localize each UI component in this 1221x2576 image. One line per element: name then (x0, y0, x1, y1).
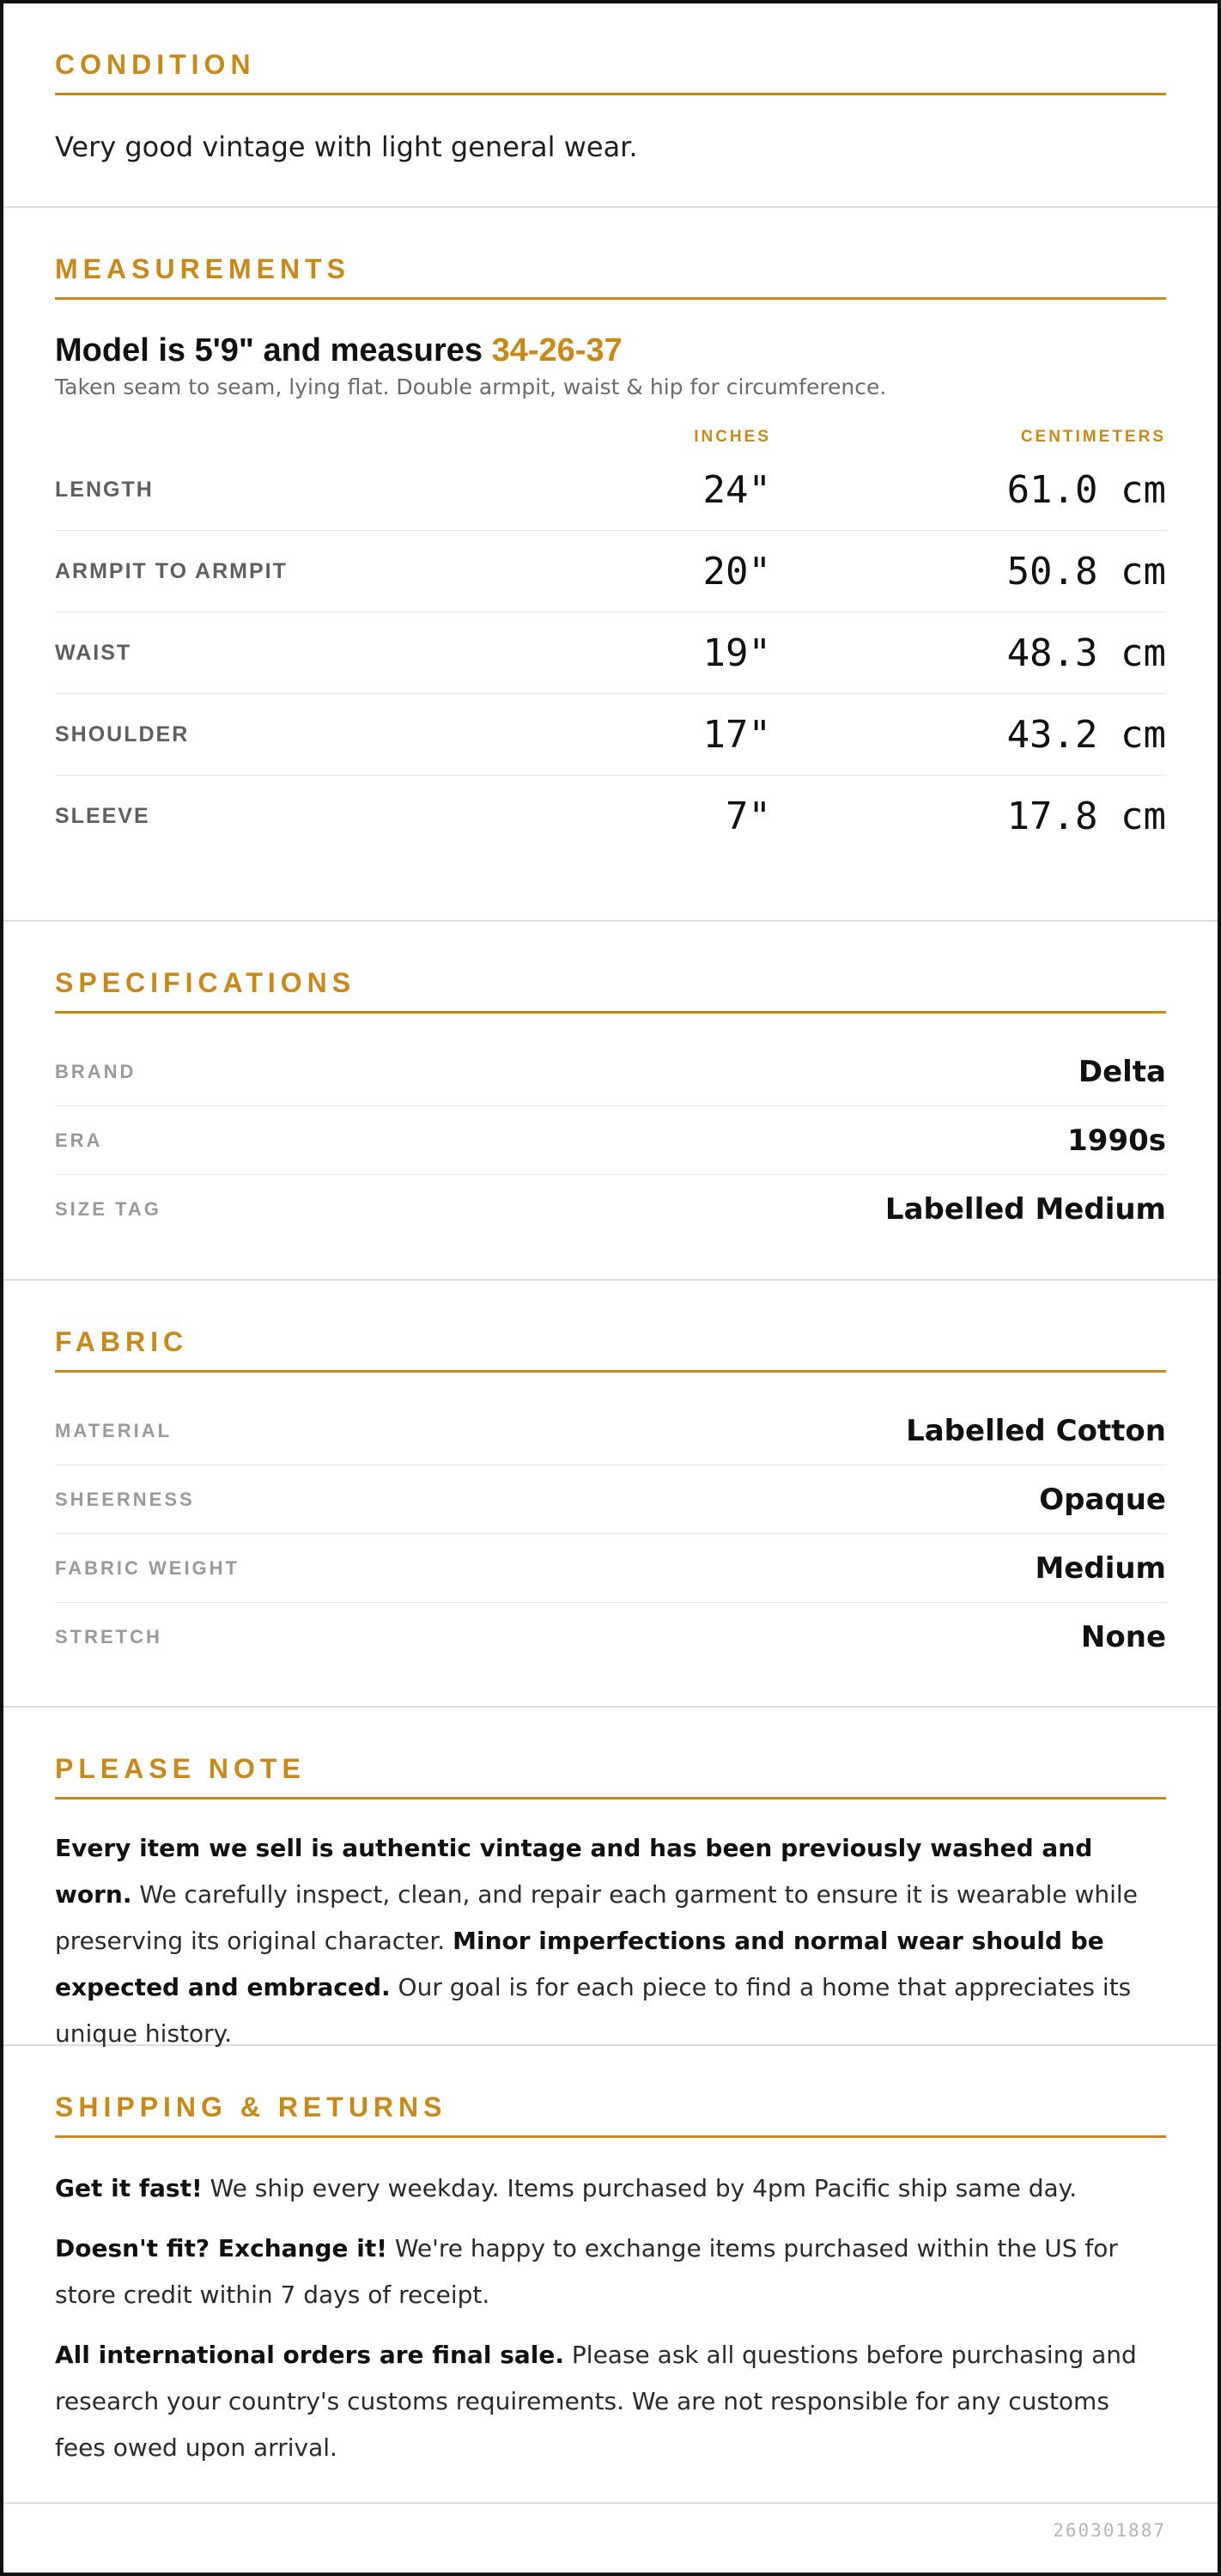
spec-row (55, 1038, 1166, 1106)
shipping-bold-3: All international orders are final sale. (55, 2341, 565, 2369)
shipping-paragraph-2 (55, 2226, 1166, 2318)
spec-key: SIZE TAG (55, 1197, 161, 1220)
spec-key: BRAND (55, 1060, 137, 1082)
note-bold-2: Minor imperfections and normal wear should be expected and embraced. (55, 1927, 1104, 2001)
fabric-row (55, 1397, 1166, 1465)
fabric-key: STRETCH (55, 1625, 162, 1647)
shipping-section (3, 2046, 1218, 2504)
note-text (55, 1825, 1166, 2057)
measurement-row (55, 694, 1166, 776)
measurement-label: SHOULDER (55, 722, 190, 746)
shipping-title: SHIPPING & RETURNS (55, 2091, 1166, 2138)
fabric-row (55, 1603, 1166, 1671)
shipping-bold-1: Get it fast! (55, 2174, 203, 2202)
fabric-value: Medium (1035, 1550, 1166, 1586)
fabric-value: Opaque (1039, 1482, 1166, 1517)
condition-title: CONDITION (55, 48, 1166, 95)
model-prefix: Model is 5'9" and measures (55, 332, 492, 368)
measurement-row (55, 449, 1166, 531)
measurement-cm: 61.0 cm (1006, 467, 1166, 512)
measurement-inches: 7" (726, 794, 771, 838)
measurement-cm: 48.3 cm (1006, 630, 1166, 675)
shipping-paragraph-3 (55, 2332, 1166, 2471)
measurement-cm: 17.8 cm (1006, 794, 1166, 838)
specifications-title: SPECIFICATIONS (55, 966, 1166, 1014)
inches-column-header: INCHES (694, 428, 771, 446)
measurements-header (55, 425, 1166, 449)
fabric-row (55, 1534, 1166, 1603)
condition-section (3, 3, 1218, 208)
fabric-key: MATERIAL (55, 1419, 173, 1441)
note-text-2: Our goal is for each piece to find a home that appreciates its unique history. (55, 1973, 1132, 2048)
specifications-table (55, 1038, 1166, 1243)
fabric-value: Labelled Cotton (906, 1413, 1166, 1448)
spec-value: Delta (1078, 1054, 1166, 1089)
specifications-section (3, 922, 1218, 1281)
fabric-key: SHEERNESS (55, 1488, 195, 1510)
measurement-inches: 24" (702, 467, 771, 512)
fabric-title: FABRIC (55, 1325, 1166, 1373)
shipping-text-2: We're happy to exchange items purchased within the US for store credit within 7 days of receipt. (55, 2234, 1118, 2309)
spec-row (55, 1106, 1166, 1175)
model-measures: 34-26-37 (491, 332, 623, 368)
measurement-label: WAIST (55, 640, 132, 665)
model-info (55, 331, 1166, 370)
shipping-text-1: We ship every weekday. Items purchased by 4pm Pacific ship same day. (202, 2174, 1078, 2202)
shipping-bold-2: Doesn't fit? Exchange it! (55, 2234, 387, 2262)
measurement-inches: 20" (702, 549, 771, 594)
note-section (3, 1708, 1218, 2046)
note-text-1: We carefully inspect, clean, and repair each garment to ensure it is wearable while preserving its original character. (55, 1880, 1138, 1955)
spec-value: 1990s (1067, 1123, 1166, 1158)
spec-key: ERA (55, 1129, 103, 1151)
measurements-subtitle: Taken seam to seam, lying flat. Double armpit, waist & hip for circumference. (55, 375, 887, 399)
product-id: 260301887 (1053, 2520, 1166, 2541)
measurement-label: LENGTH (55, 477, 154, 502)
measurement-cm: 43.2 cm (1006, 712, 1166, 757)
measurements-section (3, 208, 1218, 922)
measurement-inches: 17" (702, 712, 771, 757)
measurement-inches: 19" (702, 630, 771, 675)
note-title: PLEASE NOTE (55, 1752, 1166, 1800)
measurements-title: MEASUREMENTS (55, 253, 1166, 300)
shipping-text-3: Please ask all questions before purchasing and research your country's customs requirements. We are not responsible for any customs fees owed upon arrival. (55, 2341, 1137, 2462)
fabric-section (3, 1281, 1218, 1708)
fabric-value: None (1080, 1619, 1166, 1654)
measurement-row (55, 531, 1166, 612)
spec-value: Labelled Medium (884, 1191, 1166, 1227)
fabric-key: FABRIC WEIGHT (55, 1556, 240, 1579)
note-bold-1: Every item we sell is authentic vintage and has been previously washed and worn. (55, 1834, 1093, 1909)
fabric-row (55, 1465, 1166, 1534)
shipping-paragraph-1 (55, 2165, 1166, 2212)
spec-row (55, 1175, 1166, 1243)
fabric-table (55, 1397, 1166, 1671)
measurements-table (55, 449, 1166, 856)
measurement-label: SLEEVE (55, 803, 150, 828)
condition-text: Very good vintage with light general wear. (55, 131, 638, 163)
measurement-label: ARMPIT TO ARMPIT (55, 558, 288, 583)
measurement-cm: 50.8 cm (1006, 549, 1166, 594)
measurement-row (55, 612, 1166, 694)
measurement-row (55, 776, 1166, 856)
centimeters-column-header: CENTIMETERS (1020, 428, 1166, 446)
